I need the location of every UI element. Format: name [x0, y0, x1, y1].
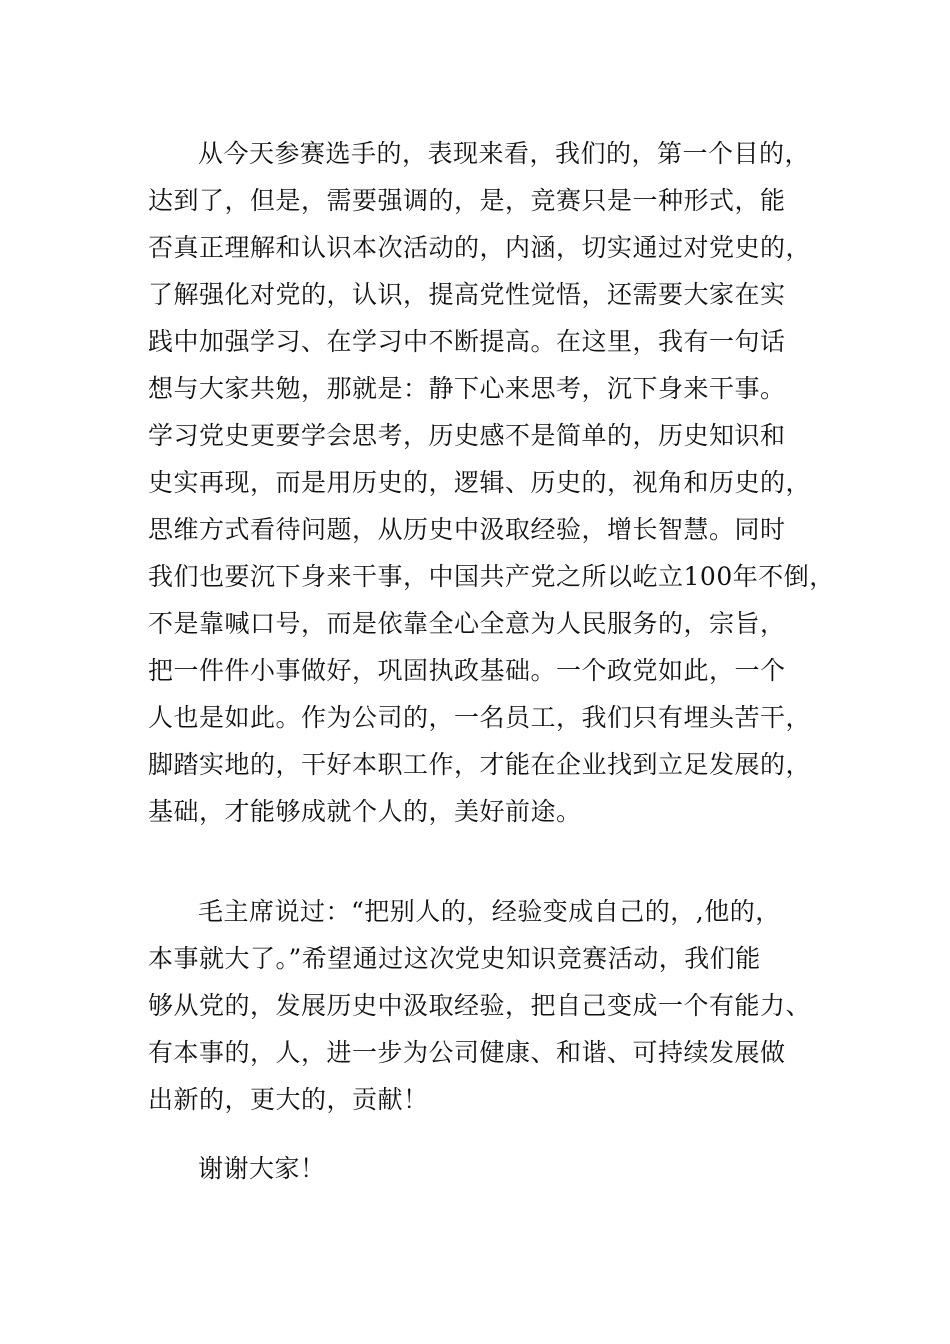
- text-line: 把一件件小事做好，巩固执政基础。一个政党如此，一个: [148, 656, 786, 685]
- text-line: 谢谢大家！: [198, 1154, 326, 1183]
- text-line: 想与大家共勉，那就是：静下心来思考，沉下身来干事。: [148, 374, 786, 403]
- text-line: 有本事的，人，进一步为公司健康、和谐、可持续发展做: [148, 1038, 786, 1067]
- text-line: 践中加强学习、在学习中不断提高。在这里，我有一句话: [148, 327, 786, 356]
- text-line: 人也是如此。作为公司的，一名员工，我们只有埋头苦干，: [148, 703, 812, 732]
- text-line: 史实再现，而是用历史的，逻辑、历史的，视角和历史的，: [148, 468, 812, 497]
- text-line: 本事就大了。”希望通过这次党史知识竞赛活动，我们能: [148, 944, 761, 973]
- text-line: 达到了，但是，需要强调的，是，竞赛只是一种形式，能: [148, 186, 786, 215]
- paragraph-speech-body: [148, 130, 835, 835]
- text-line: 不是靠喊口号，而是依靠全心全意为人民服务的，宗旨，: [148, 609, 786, 638]
- text-line: 够从党的，发展历史中汲取经验，把自己变成一个有能力、: [148, 991, 812, 1020]
- text-line: 毛主席说过：“把别人的，经验变成自己的，,他的，: [198, 897, 781, 926]
- paragraph-quote: [148, 888, 828, 1123]
- text-line: 了解强化对党的，认识，提高党性觉悟，还需要大家在实: [148, 280, 786, 309]
- paragraph-closing: [148, 1145, 828, 1192]
- text-line: 出新的，更大的，贡献！: [148, 1085, 429, 1114]
- text-line: 我们也要沉下身来干事，中国共产党之所以屹立100年不倒，: [148, 562, 835, 591]
- text-line: 思维方式看待问题，从历史中汲取经验，增长智慧。同时: [148, 515, 786, 544]
- text-line: 脚踏实地的，干好本职工作，才能在企业找到立足发展的，: [148, 750, 812, 779]
- text-line: 学习党史更要学会思考，历史感不是简单的，历史知识和: [148, 421, 786, 450]
- text-line: 否真正理解和认识本次活动的，内涵，切实通过对党史的，: [148, 233, 812, 262]
- text-line: 基础，才能够成就个人的，美好前途。: [148, 797, 582, 826]
- text-line: 从今天参赛选手的，表现来看，我们的，第一个目的，: [198, 139, 811, 168]
